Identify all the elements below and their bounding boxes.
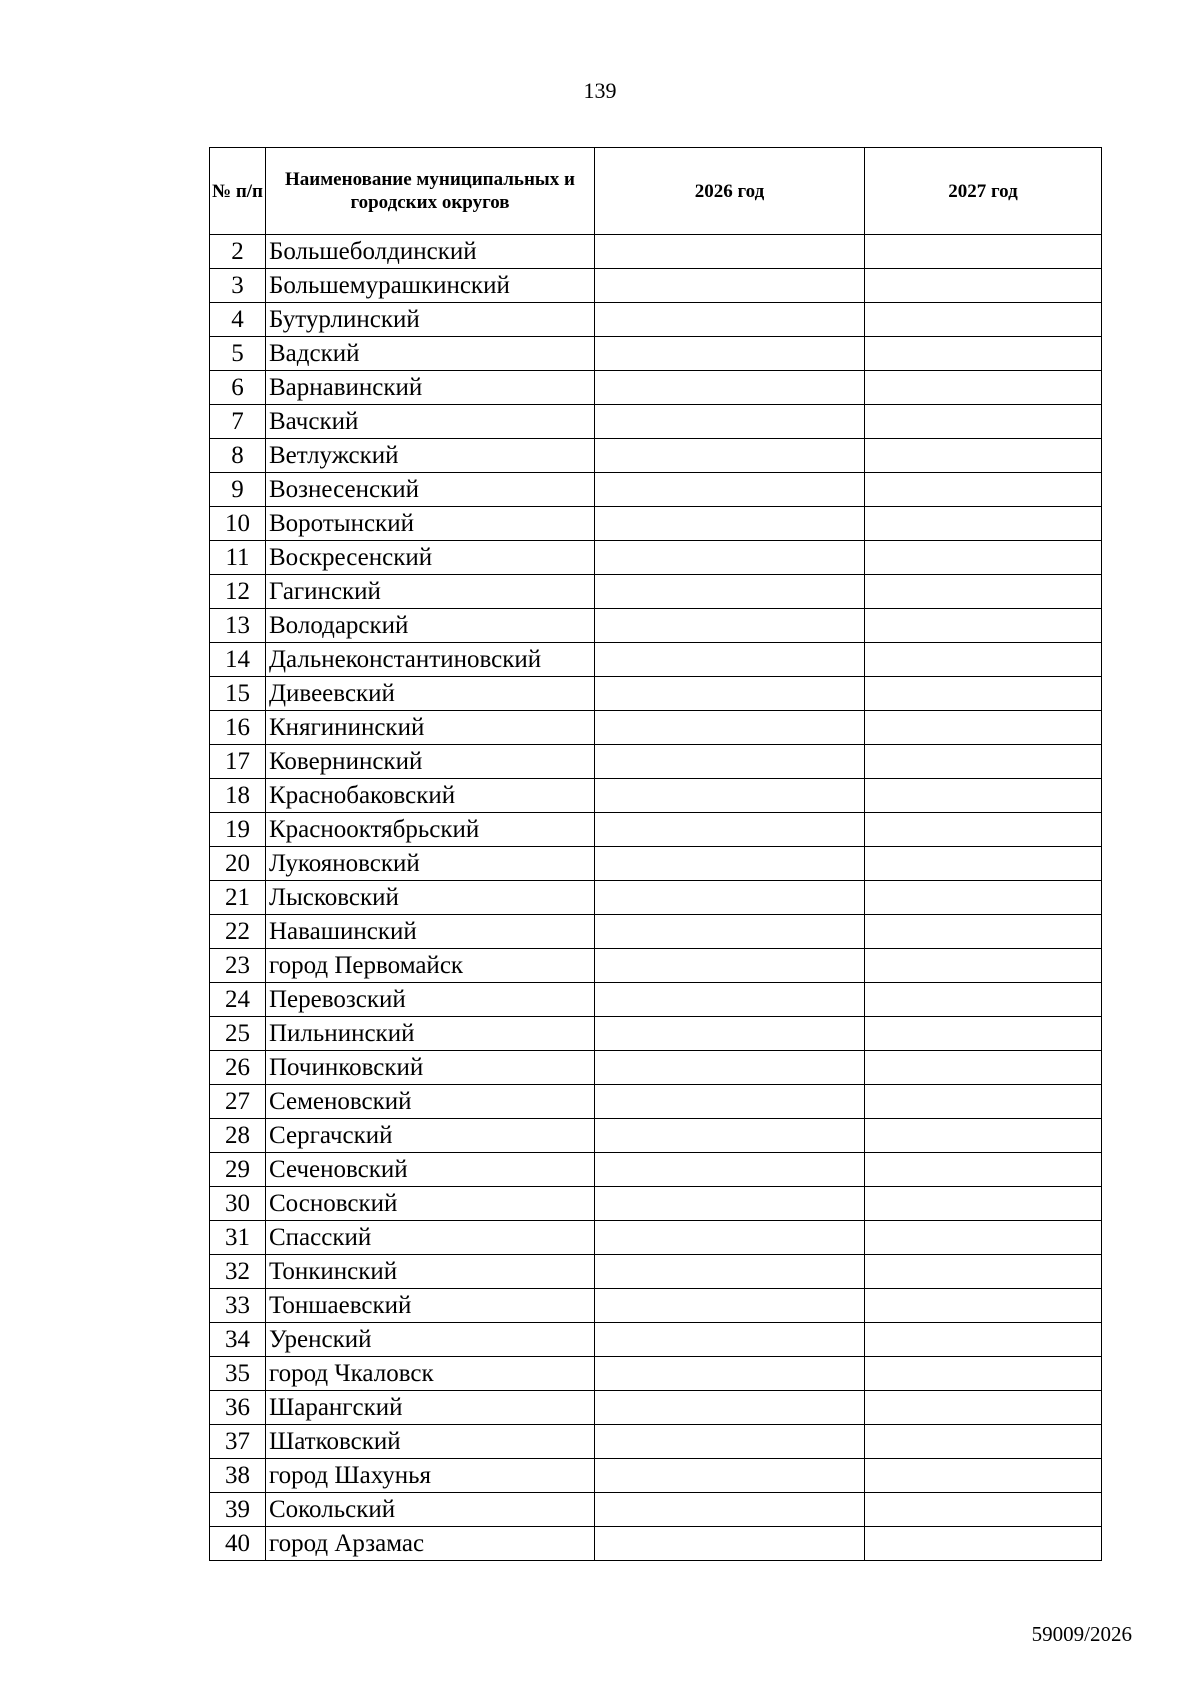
row-number: 23: [210, 949, 266, 983]
value-2026: [595, 677, 865, 711]
value-2027: [865, 609, 1102, 643]
value-2027: [865, 541, 1102, 575]
value-2027: [865, 1425, 1102, 1459]
row-number: 35: [210, 1357, 266, 1391]
value-2026: [595, 1153, 865, 1187]
value-2026: [595, 575, 865, 609]
value-2027: [865, 643, 1102, 677]
value-2026: [595, 1323, 865, 1357]
row-number: 20: [210, 847, 266, 881]
table-row: [210, 405, 1102, 439]
document-id: 59009/2026: [1031, 1622, 1132, 1646]
table-row: [210, 1221, 1102, 1255]
district-name: Володарский: [266, 609, 595, 643]
table-row: [210, 303, 1102, 337]
row-number: 19: [210, 813, 266, 847]
value-2027: [865, 1493, 1102, 1527]
district-name: Большемурашкинский: [266, 269, 595, 303]
district-name: Княгининский: [266, 711, 595, 745]
value-2027: [865, 507, 1102, 541]
value-2027: [865, 1153, 1102, 1187]
table-row: [210, 745, 1102, 779]
district-name: Вознесенский: [266, 473, 595, 507]
value-2026: [595, 303, 865, 337]
table-row: [210, 473, 1102, 507]
table-row: [210, 541, 1102, 575]
value-2026: [595, 711, 865, 745]
table-row: [210, 677, 1102, 711]
district-name: Починковский: [266, 1051, 595, 1085]
value-2027: [865, 949, 1102, 983]
value-2026: [595, 745, 865, 779]
district-name: город Шахунья: [266, 1459, 595, 1493]
value-2027: [865, 1527, 1102, 1561]
district-name: Ковернинский: [266, 745, 595, 779]
row-number: 37: [210, 1425, 266, 1459]
value-2027: [865, 235, 1102, 269]
value-2027: [865, 439, 1102, 473]
row-number: 16: [210, 711, 266, 745]
table-row: [210, 269, 1102, 303]
row-number: 13: [210, 609, 266, 643]
value-2026: [595, 847, 865, 881]
district-name: Уренский: [266, 1323, 595, 1357]
district-name: Вадский: [266, 337, 595, 371]
district-name: Вачский: [266, 405, 595, 439]
value-2026: [595, 473, 865, 507]
header-number: № п/п: [210, 148, 266, 235]
district-name: Семеновский: [266, 1085, 595, 1119]
value-2026: [595, 439, 865, 473]
district-name: Спасский: [266, 1221, 595, 1255]
row-number: 24: [210, 983, 266, 1017]
district-name: Сокольский: [266, 1493, 595, 1527]
table-row: [210, 949, 1102, 983]
value-2027: [865, 1051, 1102, 1085]
row-number: 34: [210, 1323, 266, 1357]
district-name: Сергачский: [266, 1119, 595, 1153]
header-district-name: Наименование муниципальных и городских округов: [266, 148, 595, 235]
table-row: [210, 779, 1102, 813]
value-2027: [865, 1357, 1102, 1391]
row-number: 25: [210, 1017, 266, 1051]
district-name: город Чкаловск: [266, 1357, 595, 1391]
row-number: 6: [210, 371, 266, 405]
row-number: 7: [210, 405, 266, 439]
district-name: Дивеевский: [266, 677, 595, 711]
row-number: 5: [210, 337, 266, 371]
district-name: Ветлужский: [266, 439, 595, 473]
district-name: Гагинский: [266, 575, 595, 609]
value-2026: [595, 235, 865, 269]
table-row: [210, 983, 1102, 1017]
value-2026: [595, 269, 865, 303]
value-2026: [595, 1085, 865, 1119]
value-2026: [595, 1221, 865, 1255]
value-2027: [865, 847, 1102, 881]
value-2026: [595, 405, 865, 439]
district-name: Сеченовский: [266, 1153, 595, 1187]
value-2026: [595, 1187, 865, 1221]
districts-table: [209, 147, 1102, 1561]
district-name: город Арзамас: [266, 1527, 595, 1561]
value-2026: [595, 949, 865, 983]
district-name: Шатковский: [266, 1425, 595, 1459]
value-2026: [595, 881, 865, 915]
row-number: 33: [210, 1289, 266, 1323]
table-row: [210, 1187, 1102, 1221]
row-number: 9: [210, 473, 266, 507]
table-body: [210, 235, 1102, 1561]
row-number: 36: [210, 1391, 266, 1425]
row-number: 40: [210, 1527, 266, 1561]
table-row: [210, 1255, 1102, 1289]
value-2026: [595, 1391, 865, 1425]
value-2027: [865, 269, 1102, 303]
table-header: [210, 148, 1102, 235]
value-2026: [595, 1255, 865, 1289]
district-name: Дальнеконстантиновский: [266, 643, 595, 677]
district-name: Навашинский: [266, 915, 595, 949]
value-2026: [595, 643, 865, 677]
table-row: [210, 1493, 1102, 1527]
row-number: 3: [210, 269, 266, 303]
table-row: [210, 337, 1102, 371]
value-2027: [865, 371, 1102, 405]
header-year-2026: 2026 год: [595, 148, 865, 235]
value-2027: [865, 473, 1102, 507]
district-name: Тонкинский: [266, 1255, 595, 1289]
row-number: 21: [210, 881, 266, 915]
district-name: город Первомайск: [266, 949, 595, 983]
value-2027: [865, 1017, 1102, 1051]
header-year-2027: 2027 год: [865, 148, 1102, 235]
value-2027: [865, 1119, 1102, 1153]
table-row: [210, 1017, 1102, 1051]
value-2026: [595, 1493, 865, 1527]
row-number: 11: [210, 541, 266, 575]
row-number: 38: [210, 1459, 266, 1493]
value-2026: [595, 1425, 865, 1459]
table-row: [210, 1425, 1102, 1459]
row-number: 31: [210, 1221, 266, 1255]
row-number: 4: [210, 303, 266, 337]
value-2027: [865, 813, 1102, 847]
value-2026: [595, 1119, 865, 1153]
row-number: 18: [210, 779, 266, 813]
value-2027: [865, 337, 1102, 371]
row-number: 22: [210, 915, 266, 949]
row-number: 27: [210, 1085, 266, 1119]
district-name: Сосновский: [266, 1187, 595, 1221]
table-row: [210, 711, 1102, 745]
table-row: [210, 1051, 1102, 1085]
table-row: [210, 609, 1102, 643]
district-name: Тоншаевский: [266, 1289, 595, 1323]
value-2026: [595, 813, 865, 847]
table-row: [210, 915, 1102, 949]
row-number: 10: [210, 507, 266, 541]
table-row: [210, 1153, 1102, 1187]
value-2027: [865, 779, 1102, 813]
value-2027: [865, 1221, 1102, 1255]
row-number: 15: [210, 677, 266, 711]
row-number: 30: [210, 1187, 266, 1221]
value-2026: [595, 371, 865, 405]
value-2026: [595, 1051, 865, 1085]
district-name: Лукояновский: [266, 847, 595, 881]
table-row: [210, 439, 1102, 473]
value-2027: [865, 881, 1102, 915]
value-2027: [865, 1289, 1102, 1323]
row-number: 32: [210, 1255, 266, 1289]
page-number: 139: [583, 78, 617, 103]
value-2027: [865, 303, 1102, 337]
district-name: Краснобаковский: [266, 779, 595, 813]
district-name: Шарангский: [266, 1391, 595, 1425]
row-number: 29: [210, 1153, 266, 1187]
value-2026: [595, 983, 865, 1017]
district-name: Большеболдинский: [266, 235, 595, 269]
row-number: 8: [210, 439, 266, 473]
row-number: 26: [210, 1051, 266, 1085]
table-row: [210, 1323, 1102, 1357]
row-number: 2: [210, 235, 266, 269]
row-number: 39: [210, 1493, 266, 1527]
value-2027: [865, 575, 1102, 609]
district-name: Лысковский: [266, 881, 595, 915]
district-name: Воскресенский: [266, 541, 595, 575]
value-2027: [865, 1323, 1102, 1357]
table-row: [210, 847, 1102, 881]
table-row: [210, 813, 1102, 847]
table-row: [210, 1085, 1102, 1119]
value-2027: [865, 1187, 1102, 1221]
row-number: 17: [210, 745, 266, 779]
table-row: [210, 1357, 1102, 1391]
value-2026: [595, 1017, 865, 1051]
value-2027: [865, 1459, 1102, 1493]
value-2026: [595, 1289, 865, 1323]
table-row: [210, 235, 1102, 269]
value-2026: [595, 1527, 865, 1561]
table-row: [210, 1119, 1102, 1153]
value-2027: [865, 745, 1102, 779]
district-name: Перевозский: [266, 983, 595, 1017]
value-2026: [595, 1459, 865, 1493]
value-2027: [865, 711, 1102, 745]
district-name: Воротынский: [266, 507, 595, 541]
table-row: [210, 643, 1102, 677]
header-row: [210, 148, 1102, 235]
district-name: Пильнинский: [266, 1017, 595, 1051]
table-row: [210, 1391, 1102, 1425]
table-row: [210, 575, 1102, 609]
value-2026: [595, 507, 865, 541]
value-2026: [595, 609, 865, 643]
value-2027: [865, 915, 1102, 949]
value-2026: [595, 1357, 865, 1391]
value-2027: [865, 405, 1102, 439]
value-2026: [595, 915, 865, 949]
district-name: Бутурлинский: [266, 303, 595, 337]
district-name: Краснооктябрьский: [266, 813, 595, 847]
value-2027: [865, 1085, 1102, 1119]
value-2027: [865, 1391, 1102, 1425]
table-row: [210, 1527, 1102, 1561]
value-2026: [595, 337, 865, 371]
value-2027: [865, 677, 1102, 711]
value-2027: [865, 983, 1102, 1017]
value-2026: [595, 541, 865, 575]
value-2026: [595, 779, 865, 813]
district-name: Варнавинский: [266, 371, 595, 405]
row-number: 28: [210, 1119, 266, 1153]
row-number: 14: [210, 643, 266, 677]
table-row: [210, 371, 1102, 405]
value-2027: [865, 1255, 1102, 1289]
table-row: [210, 1459, 1102, 1493]
table-row: [210, 1289, 1102, 1323]
table-row: [210, 507, 1102, 541]
row-number: 12: [210, 575, 266, 609]
table-row: [210, 881, 1102, 915]
